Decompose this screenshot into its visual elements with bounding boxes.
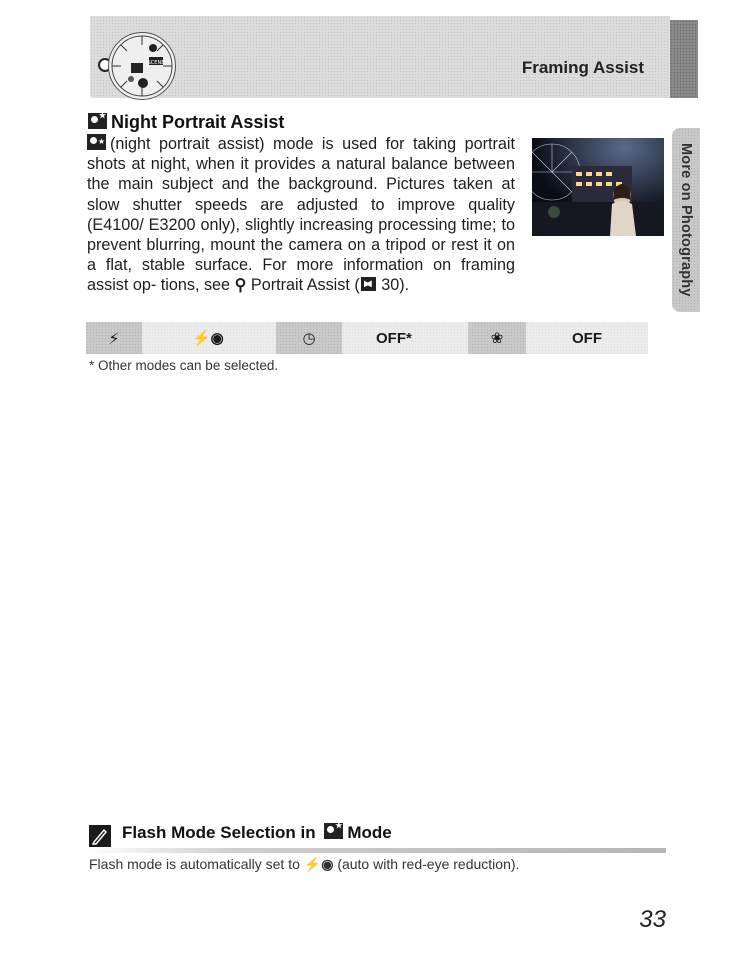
body-text-ref: 30).: [381, 276, 410, 295]
chapter-tab-label: More on Photography: [678, 143, 694, 297]
page-title: Framing Assist: [521, 58, 644, 77]
macro-flower-icon: ❀: [490, 329, 504, 347]
flash-mode-value: ⚡◉: [192, 330, 224, 347]
chapter-tab-marker: [670, 20, 698, 98]
default-settings-row: [86, 322, 648, 354]
macro-value: OFF: [572, 329, 602, 347]
section-heading: [88, 112, 284, 133]
body-paragraph: [87, 134, 515, 296]
macro-value-cell: [526, 322, 648, 354]
note-title-mode: Mode: [347, 823, 392, 842]
flash-icon: ⚡: [108, 328, 120, 348]
night-portrait-icon: [88, 113, 107, 129]
self-timer-cell: [276, 322, 342, 354]
footnote: * Other modes can be selected.: [89, 358, 279, 373]
flash-mode-cell: [86, 322, 142, 354]
night-portrait-photo: [532, 138, 664, 236]
body-text-main: (night portrait assist) mode is used for taking portrait shots at night, when it provides a natural balance between the main subject and the background. Pictures taken at slow shutter speeds are adjusted to improve quality (E4100/ E3200 only), slightly increasing processing time; to prevent blurring, mount the camera on a tripod or rest it on a flat, stable surface. For more information on framing assist op- tions, see: [87, 135, 515, 295]
body-text-portrait: Portrait Assist (: [250, 276, 360, 295]
section-title-text: Night Portrait Assist: [111, 112, 285, 132]
pencil-note-icon: [89, 825, 111, 847]
page-reference-icon: [361, 277, 376, 291]
dial-scene-label: SCENE: [147, 60, 165, 66]
self-timer-value: OFF*: [376, 329, 412, 347]
night-portrait-icon: [324, 823, 343, 839]
self-timer-value-cell: [342, 322, 468, 354]
note-body: [89, 856, 519, 873]
note-divider: [88, 848, 666, 853]
night-portrait-icon: [87, 134, 106, 150]
note-title-text: Flash Mode Selection in: [122, 823, 316, 842]
mode-dial-icon: [108, 32, 176, 100]
portrait-assist-icon: ⚲: [234, 276, 247, 295]
page-number: 33: [639, 906, 666, 933]
chapter-tab: [672, 128, 700, 312]
note-heading: [122, 823, 392, 843]
header-band: [90, 16, 670, 98]
note-text-end: (auto with red-eye reduction).: [337, 856, 520, 872]
flash-mode-value-cell: [142, 322, 276, 354]
red-eye-flash-icon: ⚡◉: [303, 856, 334, 872]
note-text-start: Flash mode is automatically set to: [89, 856, 300, 872]
self-timer-icon: ◷: [302, 329, 316, 347]
macro-cell: [468, 322, 526, 354]
